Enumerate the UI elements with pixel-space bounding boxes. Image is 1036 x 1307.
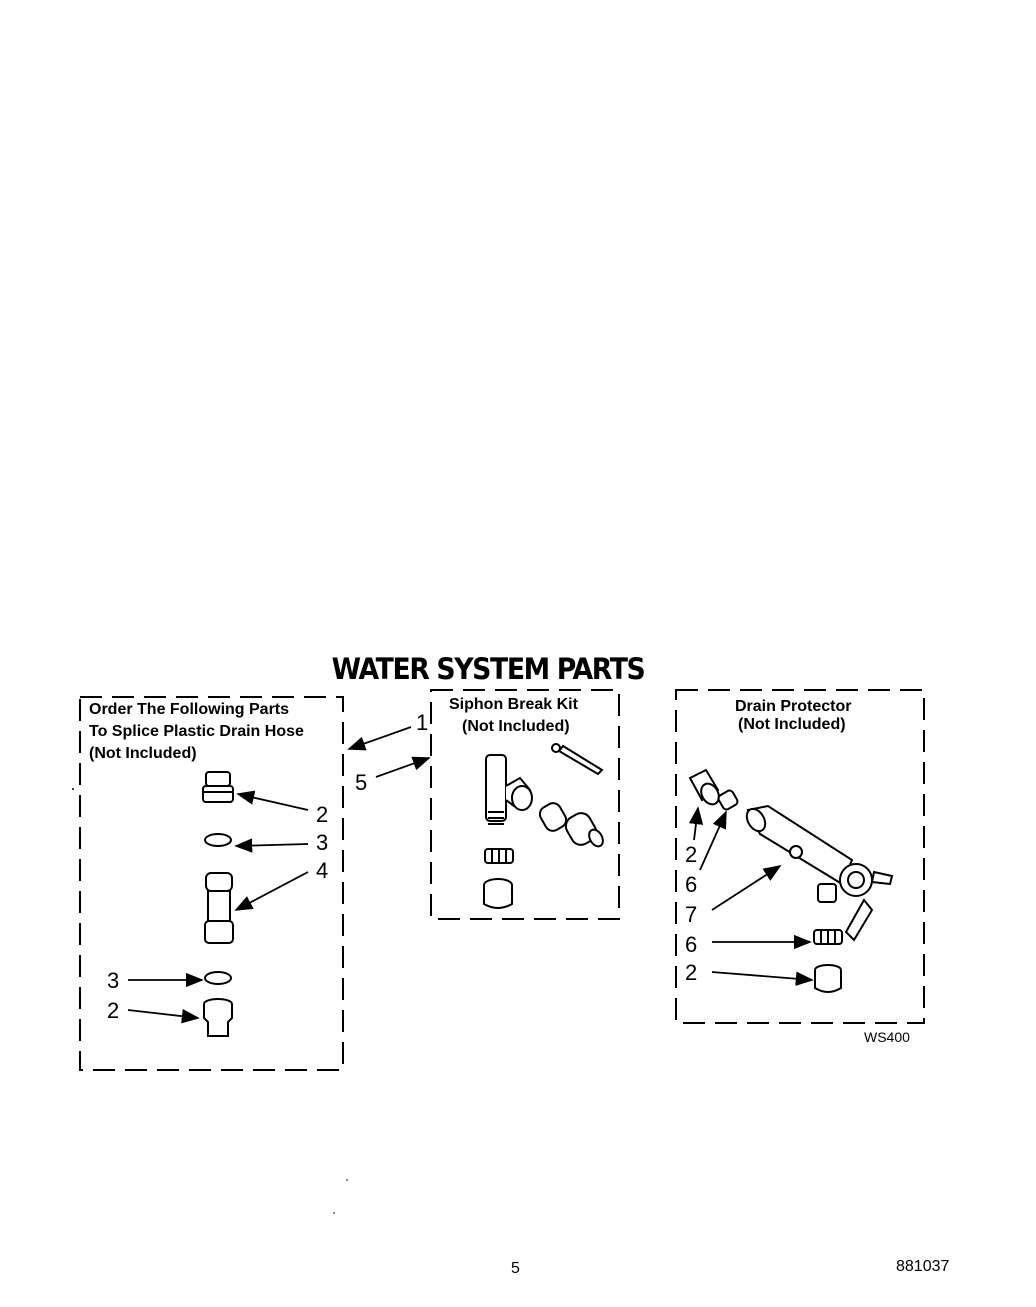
splice-box-line3: (Not Included) <box>89 745 197 762</box>
siphon-break-kit-illustration <box>484 744 606 908</box>
callout-splice-2-top: 2 <box>316 802 329 827</box>
hose-clamp-bottom <box>205 972 231 984</box>
callout-1: 1 <box>416 710 429 735</box>
splice-parts-illustration <box>203 772 233 1036</box>
callout-drain-7: 7 <box>685 902 698 927</box>
callout-drain-2-bottom: 2 <box>685 960 698 985</box>
callout-drain-6-top: 6 <box>685 872 698 897</box>
hose-clamp-top <box>205 834 231 846</box>
drain-box-line1: Drain Protector <box>735 698 852 715</box>
siphon-box-line1: Siphon Break Kit <box>449 696 578 713</box>
callout-drain-6-bottom: 6 <box>685 932 698 957</box>
callout-splice-3-top: 3 <box>316 830 329 855</box>
callout-splice-2-bottom: 2 <box>107 998 120 1023</box>
hose-splice-tube <box>205 873 233 943</box>
hose-connector-bottom <box>204 999 232 1036</box>
callout-5: 5 <box>355 770 368 795</box>
page-title: WATER SYSTEM PARTS <box>331 652 645 686</box>
splice-box-line2: To Splice Plastic Drain Hose <box>89 723 304 740</box>
callout-splice-4: 4 <box>316 858 329 883</box>
page-number: 5 <box>511 1260 520 1277</box>
splice-box-line1: Order The Following Parts <box>89 701 290 718</box>
diagram-code: WS400 <box>864 1029 910 1045</box>
callout-drain-2-top: 2 <box>685 842 698 867</box>
document-number: 881037 <box>896 1258 950 1275</box>
drain-box-line2: (Not Included) <box>738 716 846 733</box>
drain-protector-illustration <box>690 770 892 992</box>
siphon-box-line2: (Not Included) <box>462 718 570 735</box>
hose-connector-top <box>203 772 233 802</box>
callout-splice-3-bottom: 3 <box>107 968 120 993</box>
